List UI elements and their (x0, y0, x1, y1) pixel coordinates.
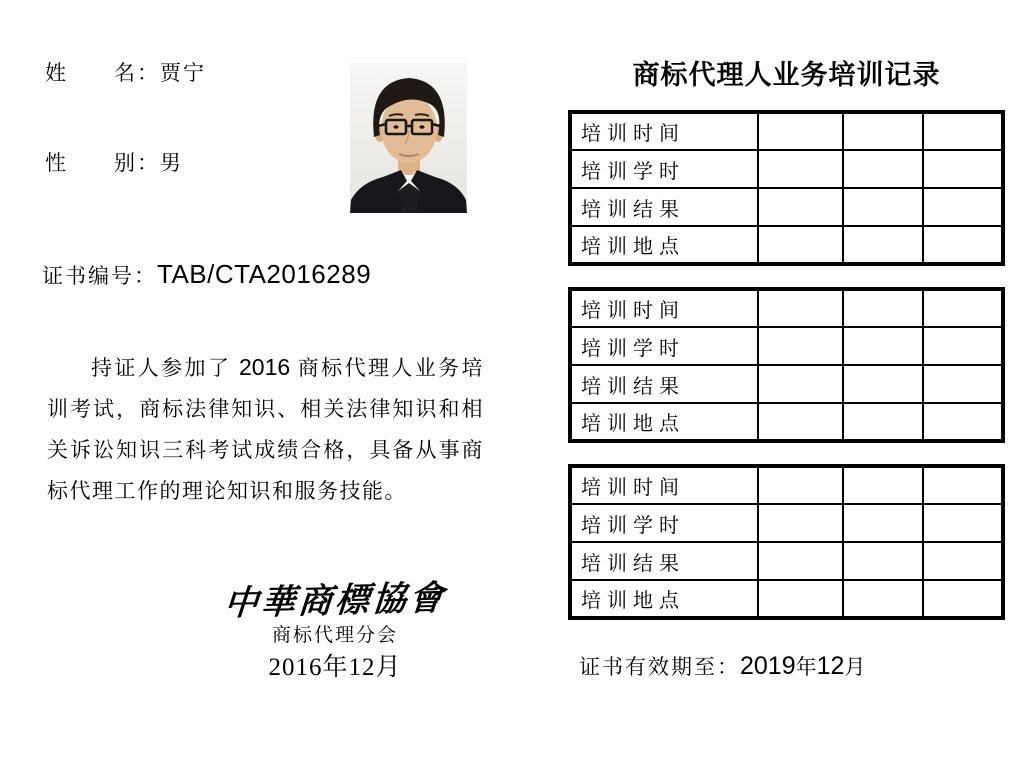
training-value-cell (843, 466, 924, 504)
training-value-cell (923, 580, 1003, 618)
training-value-cell (923, 542, 1003, 580)
training-row-label: 培训时间 (570, 289, 758, 327)
training-row-label: 培训学时 (570, 504, 758, 542)
training-value-cell (923, 403, 1003, 441)
training-value-cell (923, 327, 1003, 365)
issuer-seal-block (185, 580, 485, 682)
training-value-cell (758, 327, 843, 365)
training-value-cell (758, 580, 843, 618)
training-value-cell (758, 504, 843, 542)
training-value-cell (758, 542, 843, 580)
training-value-cell (843, 327, 924, 365)
training-value-cell (843, 504, 924, 542)
table-row (570, 403, 1003, 441)
training-value-cell (758, 226, 843, 264)
training-value-cell (923, 112, 1003, 150)
training-value-cell (843, 365, 924, 403)
training-row-label: 培训时间 (570, 466, 758, 504)
training-value-cell (923, 188, 1003, 226)
validity-month: 12 (816, 652, 845, 680)
training-record-table-3 (568, 464, 1005, 620)
training-row-label: 培训地点 (570, 226, 758, 264)
training-value-cell (923, 289, 1003, 327)
training-value-cell (758, 403, 843, 441)
training-value-cell (758, 466, 843, 504)
table-row (570, 327, 1003, 365)
table-row (570, 542, 1003, 580)
training-value-cell (758, 289, 843, 327)
certification-statement (47, 347, 484, 512)
certificate-number-label: 证书编号： (42, 264, 157, 288)
issue-date: 2016年12月 (268, 654, 402, 681)
training-value-cell (843, 112, 924, 150)
training-value-cell (843, 580, 924, 618)
table-row (570, 289, 1003, 327)
training-row-label: 培训地点 (570, 403, 758, 441)
statement-before: 持证人参加了 (91, 356, 239, 380)
training-value-cell (923, 226, 1003, 264)
training-row-label: 培训地点 (570, 580, 758, 618)
training-value-cell (758, 112, 843, 150)
training-value-cell (843, 289, 924, 327)
validity-year-suffix: 年 (795, 655, 817, 679)
validity-year: 2019 (740, 652, 796, 680)
table-row (570, 466, 1003, 504)
training-value-cell (843, 188, 924, 226)
training-record-table-1 (568, 110, 1005, 266)
training-value-cell (758, 188, 843, 226)
statement-year: 2016 (238, 354, 291, 380)
training-row-label: 培训结果 (570, 365, 758, 403)
training-record-table-2 (568, 287, 1005, 443)
holder-photo (350, 63, 467, 213)
certificate-number-line (42, 259, 371, 290)
training-value-cell (843, 403, 924, 441)
table-row (570, 504, 1003, 542)
training-value-cell (923, 150, 1003, 188)
training-value-cell (923, 504, 1003, 542)
validity-line (579, 651, 865, 681)
training-value-cell (758, 365, 843, 403)
validity-label: 证书有效期至： (579, 655, 740, 679)
issuer-signature-script: 中華商標協會 (222, 580, 448, 623)
certificate-number-value: TAB/CTA2016289 (157, 259, 372, 289)
training-value-cell (923, 365, 1003, 403)
training-value-cell (843, 542, 924, 580)
validity-month-suffix: 月 (844, 655, 866, 679)
statement-after: 商标代理人业务培训考试，商标法律知识、相关法律知识和相关诉讼知识三科考试成绩合格，具备从事商标代理工作的理论知识和服务技能。 (47, 356, 485, 503)
training-record-title: 商标代理人业务培训记录 (632, 60, 941, 90)
holder-gender-line: 性 别：男 (45, 151, 183, 175)
training-row-label: 培训结果 (570, 542, 758, 580)
issuer-branch-name: 商标代理分会 (271, 625, 398, 646)
training-row-label: 培训时间 (570, 112, 758, 150)
training-value-cell (923, 466, 1003, 504)
table-row (570, 226, 1003, 264)
table-row (570, 150, 1003, 188)
table-row (570, 580, 1003, 618)
training-row-label: 培训结果 (570, 188, 758, 226)
table-row (570, 112, 1003, 150)
table-row (570, 365, 1003, 403)
training-row-label: 培训学时 (570, 150, 758, 188)
training-value-cell (843, 226, 924, 264)
table-row (570, 188, 1003, 226)
training-value-cell (758, 150, 843, 188)
holder-name-line: 姓 名：贾宁 (45, 61, 206, 85)
training-row-label: 培训学时 (570, 327, 758, 365)
training-value-cell (843, 150, 924, 188)
